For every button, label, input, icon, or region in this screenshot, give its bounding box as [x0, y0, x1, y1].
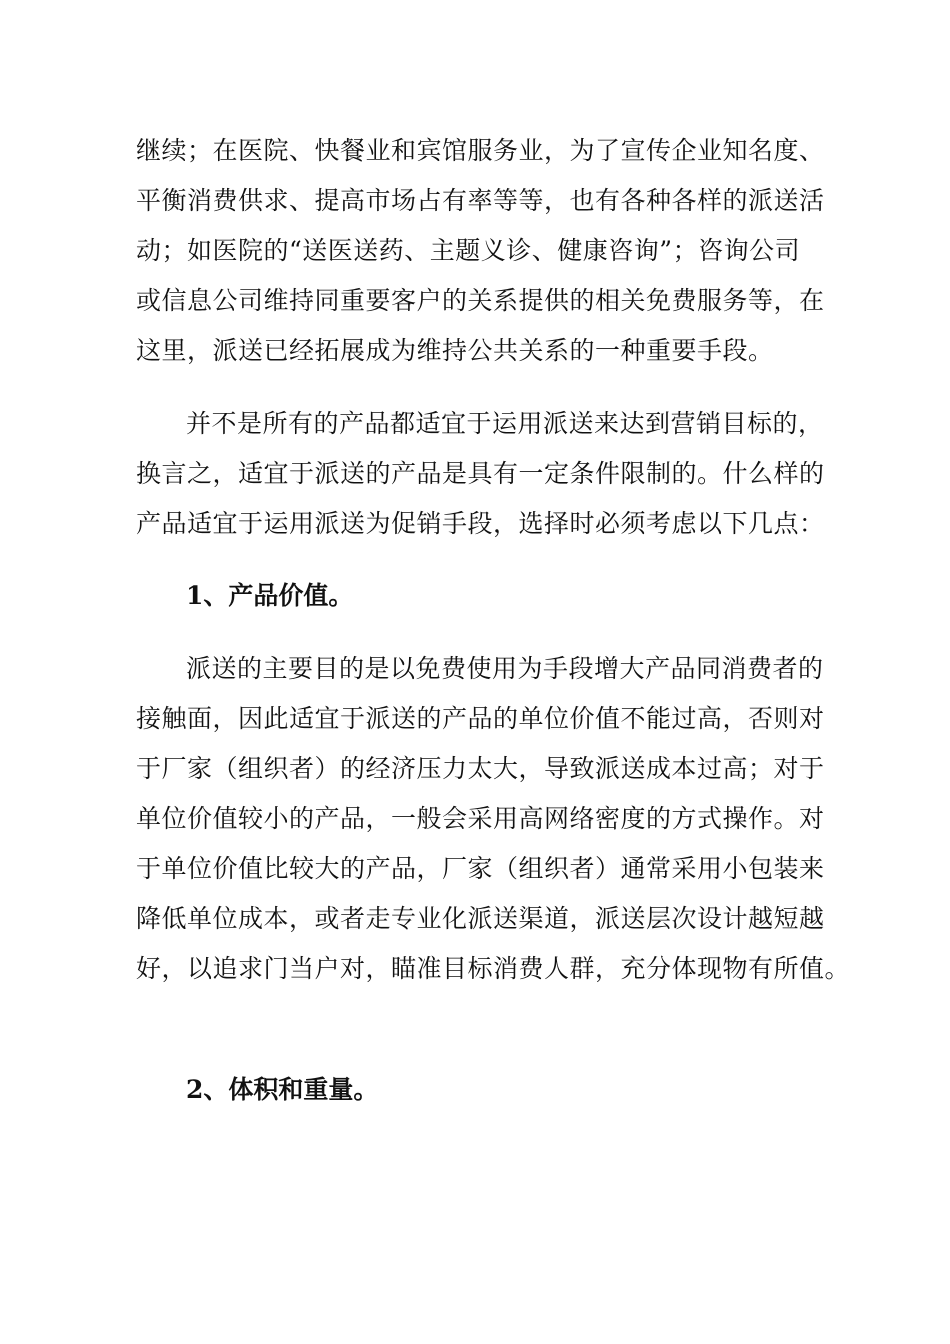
paragraph-line: 于厂家（组织者）的经济压力太大，导致派送成本过高；对于 [136, 754, 825, 783]
paragraph-line: 接触面，因此适宜于派送的产品的单位价值不能过高，否则对 [136, 704, 825, 733]
paragraph-line: 动；如医院的“送医送药、主题义诊、健康咨询”；咨询公司 [136, 236, 801, 265]
paragraph-line: 继续；在医院、快餐业和宾馆服务业，为了宣传企业知名度、 [136, 136, 825, 165]
paragraph-line: 降低单位成本，或者走专业化派送渠道，派送层次设计越短越 [136, 904, 825, 933]
paragraph-line: 这里，派送已经拓展成为维持公共关系的一种重要手段。 [136, 336, 774, 365]
section-heading: 2、体积和重量。 [186, 1075, 379, 1104]
paragraph-line: 并不是所有的产品都适宜于运用派送来达到营销目标的， [186, 409, 824, 438]
paragraph-line: 于单位价值比较大的产品，厂家（组织者）通常采用小包装来 [136, 854, 825, 883]
paragraph-line: 派送的主要目的是以免费使用为手段增大产品同消费者的 [186, 654, 824, 683]
paragraph-line: 产品适宜于运用派送为促销手段，选择时必须考虑以下几点： [136, 509, 825, 538]
paragraph-line: 或信息公司维持同重要客户的关系提供的相关免费服务等，在 [136, 286, 825, 315]
paragraph-line: 单位价值较小的产品，一般会采用高网络密度的方式操作。对 [136, 804, 825, 833]
section-heading: 1、产品价值。 [186, 581, 354, 610]
paragraph-line: 好，以追求门当户对，瞄准目标消费人群，充分体现物有所值。 [136, 954, 851, 983]
paragraph-line: 换言之，适宜于派送的产品是具有一定条件限制的。什么样的 [136, 459, 825, 488]
paragraph-line: 平衡消费供求、提高市场占有率等等，也有各种各样的派送活 [136, 186, 825, 215]
